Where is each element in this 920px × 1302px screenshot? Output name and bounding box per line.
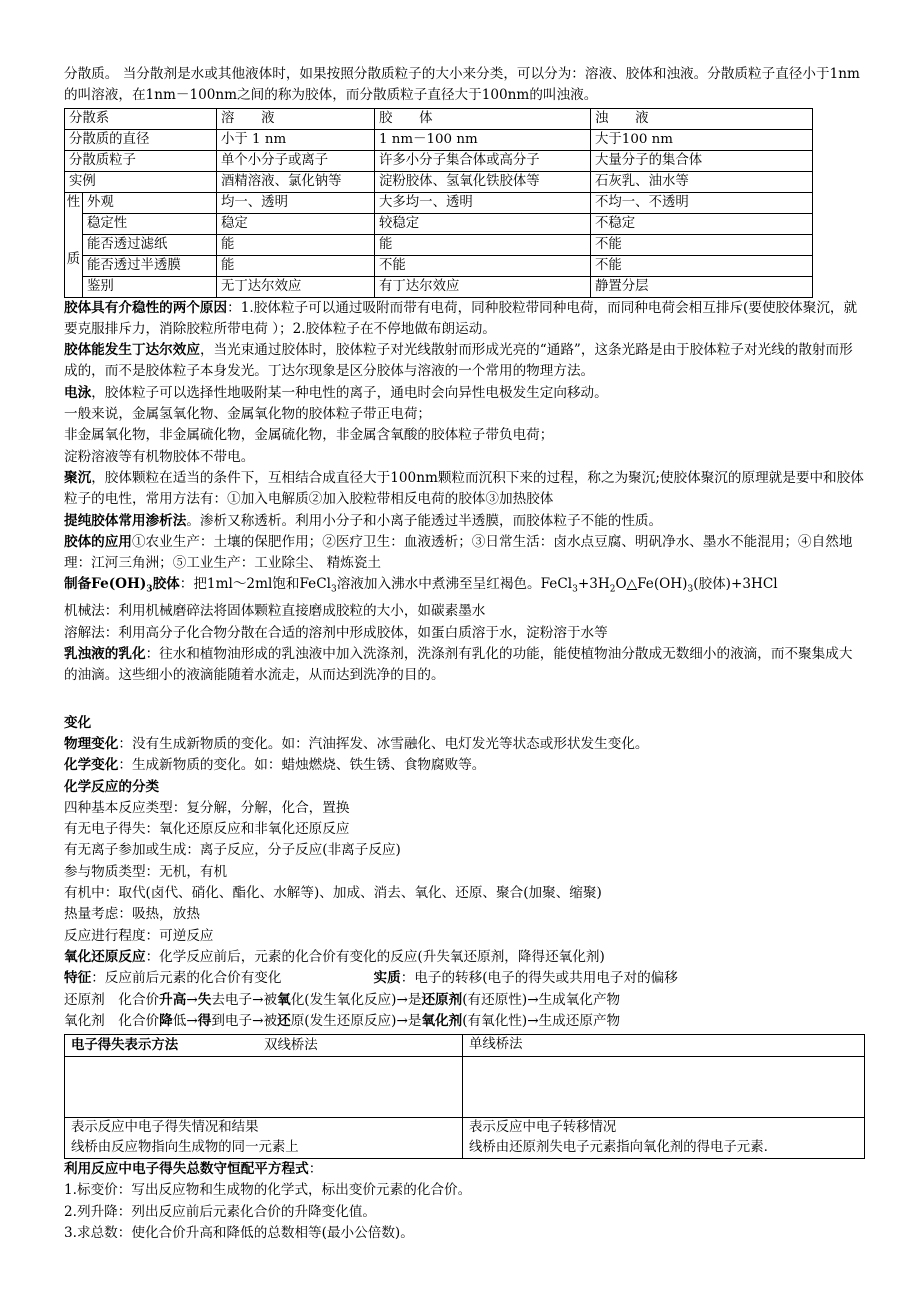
balance-step: 2.列升降：列出反应前后元素化合价的升降变化值。 bbox=[64, 1203, 377, 1220]
feature-essence-line bbox=[64, 968, 864, 989]
chemical-change-title: 化学变化 bbox=[64, 757, 119, 774]
table-cell: 1 nm－100 nm bbox=[375, 129, 591, 150]
table-row bbox=[65, 234, 813, 255]
single-bridge-header: 单线桥法 bbox=[463, 1035, 865, 1057]
physical-change-line bbox=[64, 734, 864, 755]
oxidizer-part: 氧化剂 化合价 bbox=[64, 1012, 160, 1029]
coagulation-paragraph bbox=[64, 468, 864, 511]
charge-line: 一般来说，金属氢氧化物、金属氧化物的胶体粒子带正电荷； bbox=[64, 406, 432, 423]
subscript: 3 bbox=[687, 585, 694, 596]
table-cell: 不均一、不透明 bbox=[591, 192, 813, 213]
table-cell: 能 bbox=[375, 234, 591, 255]
classification-line: 参与物质类型：无机，有机 bbox=[64, 863, 228, 880]
emulsification-paragraph bbox=[64, 644, 864, 687]
classification-line: 有机中：取代(卤代、硝化、酯化、水解等)、加成、消去、氧化、还原、聚合(加聚、缩聚) bbox=[64, 885, 602, 902]
emulsification-title: 乳浊液的乳化 bbox=[64, 646, 146, 663]
table-cell: 溶 液 bbox=[217, 108, 375, 129]
classification-line: 有无离子参加或生成：离子反应，分子反应(非离子反应) bbox=[64, 842, 401, 859]
document-page bbox=[64, 64, 864, 1244]
tyndall-paragraph bbox=[64, 340, 864, 383]
prep-text-part: +3H bbox=[577, 576, 610, 593]
table-cell: 分散系 bbox=[65, 108, 217, 129]
table-cell: 小于 1 nm bbox=[217, 129, 375, 150]
table-cell: 外观 bbox=[83, 192, 217, 213]
table-cell: 胶 体 bbox=[375, 108, 591, 129]
table-row bbox=[65, 1118, 865, 1159]
double-bridge-diagram-area bbox=[65, 1057, 463, 1118]
reducer-part: 氧 bbox=[277, 991, 291, 1008]
table-row bbox=[65, 150, 813, 171]
table-cell: 不能 bbox=[591, 255, 813, 276]
reducer-part: 还原剂 化合价 bbox=[64, 991, 160, 1008]
change-heading bbox=[64, 713, 864, 734]
description-line: 线桥由还原剂失电子元素指向氧化剂的得电子元素. bbox=[469, 1140, 768, 1156]
dialysis-paragraph bbox=[64, 511, 864, 532]
feature-text: ：反应前后元素的化合价有变化 bbox=[91, 970, 282, 987]
chemical-change-text: ：生成新物质的变化。如：蜡烛燃烧、铁生锈、食物腐败等。 bbox=[118, 757, 486, 774]
double-bridge-label: 双线桥法 bbox=[264, 1038, 318, 1054]
tyndall-title: 胶体能发生丁达尔效应 bbox=[64, 342, 200, 359]
table-cell: 浊 液 bbox=[591, 108, 813, 129]
feature-title: 特征 bbox=[64, 970, 92, 987]
classification-line: 四种基本反应类型：复分解，分解，化合，置换 bbox=[64, 799, 350, 816]
property-label-cell bbox=[65, 192, 83, 297]
emulsification-text: ：往水和植物油形成的乳浊液中加入洗涤剂，洗涤剂有乳化的功能，能使植物油分散成无数细小的液滴，而不聚集成大的油滴。这些细小的液滴能随着水流走，从而达到洗净的目的。 bbox=[64, 646, 853, 684]
table-row bbox=[65, 171, 813, 192]
coagulation-text: ，胶体颗粒在适当的条件下，互相结合成直径大于100nm颗粒而沉积下来的过程，称之为聚沉;使胶体聚沉的原理就是要中和胶体粒子的电性，常用方法有：①加入电解质②加入胶粒带相反电荷的胶体③加热胶体 bbox=[64, 469, 864, 508]
single-bridge-diagram-area bbox=[463, 1057, 865, 1118]
table-cell: 石灰乳、油水等 bbox=[591, 171, 813, 192]
oxidizer-part: (有氧化性)→生成还原产物 bbox=[462, 1012, 621, 1029]
prep-text-part: (胶体)+3HCl bbox=[693, 576, 778, 593]
heat-delta-icon: △ bbox=[626, 576, 638, 593]
subscript: 2 bbox=[609, 585, 616, 596]
electrophoresis-title: 电泳 bbox=[64, 384, 92, 401]
mechanical-method-line: 机械法：利用机械磨碎法将固体颗粒直接磨成胶粒的大小，如碳素墨水 bbox=[64, 603, 486, 620]
redox-text: ：化学反应前后，元素的化合价有变化的反应(升失氧还原剂，降得还氧化剂) bbox=[145, 948, 605, 965]
table-cell: 大量分子的集合体 bbox=[591, 150, 813, 171]
table-cell: 鉴别 bbox=[83, 276, 217, 297]
reducer-part: 失 bbox=[197, 991, 212, 1008]
table-cell: 有丁达尔效应 bbox=[375, 276, 591, 297]
classification-heading-text: 化学反应的分类 bbox=[64, 778, 160, 795]
stability-text: ：1.胶体粒子可以通过吸附而带有电荷，同种胶粒带同种电荷，而同种电荷会相互排斥(要使胶体聚沉，就要克服排斥力，消除胶粒所带电荷 ）；2.胶体粒子在不停地做布朗运动。 bbox=[64, 299, 858, 337]
preparation-paragraph bbox=[64, 574, 864, 601]
table-cell: 稳定 bbox=[217, 213, 375, 234]
change-heading-text: 变化 bbox=[64, 714, 92, 731]
dispersion-table bbox=[64, 108, 813, 298]
description-line: 线桥由反应物指向生成物的同一元素上 bbox=[71, 1140, 299, 1156]
prep-title-part: 制备Fe(OH) bbox=[64, 576, 147, 593]
oxidizer-line bbox=[64, 1011, 864, 1032]
subscript: 3 bbox=[572, 585, 578, 596]
table-cell: 不能 bbox=[375, 255, 591, 276]
table-cell: 稳定性 bbox=[83, 213, 217, 234]
classification-line: 反应进行程度：可逆反应 bbox=[64, 927, 214, 944]
intro-paragraph bbox=[64, 64, 864, 107]
table-header-row bbox=[65, 108, 813, 129]
chemical-change-line bbox=[64, 755, 864, 776]
table-cell: 大于100 nm bbox=[591, 129, 813, 150]
balance-heading-colon: ： bbox=[308, 1161, 323, 1178]
table-cell: 单个小分子或离子 bbox=[217, 150, 375, 171]
tyndall-text: ，当光束通过胶体时，胶体粒子对光线散射而形成光亮的“通路”，这条光路是由于胶体粒子对光线的散射而形成的，而不是胶体粒子本身发光。丁达尔现象是区分胶体与溶液的一个常用的物理方法。 bbox=[64, 342, 853, 380]
table-cell: 许多小分子集合体或高分子 bbox=[375, 150, 591, 171]
reducer-part: → bbox=[186, 991, 198, 1008]
charge-line: 非金属氧化物，非金属硫化物，金属硫化物，非金属含氧酸的胶体粒子带负电荷； bbox=[64, 427, 554, 444]
preparation-title bbox=[64, 576, 180, 596]
prep-text-part: O bbox=[615, 576, 627, 593]
prep-text-part: ：把1ml～2ml饱和FeCl bbox=[179, 576, 331, 593]
redox-line bbox=[64, 947, 864, 968]
electrophoresis-text: ，胶体粒子可以选择性地吸附某一种电性的离子，通电时会向异性电极发生定向移动。 bbox=[91, 384, 608, 401]
table-row bbox=[65, 213, 813, 234]
table-header-row bbox=[65, 1035, 865, 1057]
prep-title-part: 胶体 bbox=[152, 576, 180, 593]
subscript: 3 bbox=[146, 585, 153, 596]
table-cell: 不能 bbox=[591, 234, 813, 255]
table-cell: 能否透过半透膜 bbox=[83, 255, 217, 276]
table-cell: 较稳定 bbox=[375, 213, 591, 234]
description-line: 表示反应中电子得失情况和结果 bbox=[71, 1120, 259, 1136]
double-bridge-header bbox=[65, 1035, 463, 1057]
dialysis-title: 提纯胶体常用渗析法 bbox=[64, 512, 187, 529]
electron-transfer-table bbox=[64, 1034, 865, 1159]
section-gap bbox=[64, 687, 864, 713]
table-cell: 大多均一、透明 bbox=[375, 192, 591, 213]
prep-text-part: Fe(OH) bbox=[637, 576, 688, 593]
double-bridge-description bbox=[65, 1118, 463, 1159]
oxidizer-part: 原(发生还原反应)→是 bbox=[290, 1012, 422, 1029]
oxidizer-part: 降 bbox=[159, 1012, 173, 1029]
application-text: ①农业生产：土壤的保肥作用；②医疗卫生：血液透析；③日常生活：卤水点豆腐、明矾净水、墨水不能混用；④自然地理：江河三角洲；⑤工业生产：工业除尘、 精炼瓷土 bbox=[64, 533, 853, 572]
oxidizer-part: 还 bbox=[277, 1012, 291, 1029]
property-label-bottom: 质 bbox=[66, 251, 81, 267]
reducer-part: (有还原性)→生成氧化产物 bbox=[462, 991, 621, 1008]
balance-step: 3.求总数：使化合价升高和降低的总数相等(最小公倍数)。 bbox=[64, 1225, 414, 1241]
reducer-part: 还原剂 bbox=[421, 991, 463, 1008]
classification-heading bbox=[64, 777, 864, 798]
stability-title: 胶体具有介稳性的两个原因 bbox=[64, 299, 228, 316]
electrophoresis-paragraph bbox=[64, 383, 864, 404]
essence-text: ：电子的转移(电子的得失或共用电子对的偏移 bbox=[400, 970, 678, 987]
method-heading: 电子得失表示方法 bbox=[71, 1037, 179, 1054]
table-cell: 淀粉胶体、氢氧化铁胶体等 bbox=[375, 171, 591, 192]
reducer-part: 去电子→被 bbox=[211, 991, 278, 1008]
table-row bbox=[65, 276, 813, 297]
coagulation-title: 聚沉 bbox=[64, 469, 92, 486]
table-cell: 能 bbox=[217, 255, 375, 276]
classification-line: 有无电子得失：氧化还原反应和非氧化还原反应 bbox=[64, 821, 350, 838]
oxidizer-part: 到电子→被 bbox=[211, 1012, 278, 1029]
property-label-top: 性 bbox=[66, 194, 81, 210]
application-title: 胶体的应用 bbox=[64, 533, 132, 550]
oxidizer-part: 低→ bbox=[172, 1012, 198, 1029]
table-cell: 均一、透明 bbox=[217, 192, 375, 213]
table-cell: 静置分层 bbox=[591, 276, 813, 297]
dialysis-text: 。渗析又称透析。利用小分子和小离子能透过半透膜，而胶体粒子不能的性质。 bbox=[186, 512, 663, 529]
intro-body: 当分散剂是水或其他液体时，如果按照分散质粒子的大小来分类，可以分为：溶液、胶体和浊液。分散质粒子直径小于1nm的叫溶液，在1nm－100nm之间的称为胶体，而分散质粒子直径大于100nm的叫浊液。 bbox=[64, 66, 860, 104]
table-cell: 酒精溶液、氯化钠等 bbox=[217, 171, 375, 192]
table-cell: 不稳定 bbox=[591, 213, 813, 234]
table-cell: 实例 bbox=[65, 171, 217, 192]
table-row bbox=[65, 255, 813, 276]
balance-heading bbox=[64, 1159, 864, 1180]
stability-paragraph bbox=[64, 298, 864, 341]
classification-line: 热量考虑：吸热，放热 bbox=[64, 906, 200, 923]
reducer-part: 化(发生氧化反应)→是 bbox=[290, 991, 422, 1008]
table-cell: 分散质粒子 bbox=[65, 150, 217, 171]
table-cell: 无丁达尔效应 bbox=[217, 276, 375, 297]
table-cell: 能否透过滤纸 bbox=[83, 234, 217, 255]
reducer-line bbox=[64, 990, 864, 1011]
table-row bbox=[65, 192, 813, 213]
physical-change-text: ：没有生成新物质的变化。如：汽油挥发、冰雪融化、电灯发光等状态或形状发生变化。 bbox=[118, 735, 649, 752]
physical-change-title: 物理变化 bbox=[64, 735, 119, 752]
prep-text-part: 溶液加入沸水中煮沸至呈红褐色。FeCl bbox=[336, 576, 573, 593]
intro-lead: 分散质。 bbox=[64, 66, 119, 82]
reducer-part: 升高 bbox=[159, 991, 187, 1008]
table-row bbox=[65, 129, 813, 150]
application-paragraph bbox=[64, 532, 864, 575]
single-bridge-description bbox=[463, 1118, 865, 1159]
table-cell: 分散质的直径 bbox=[65, 129, 217, 150]
oxidizer-part: 氧化剂 bbox=[421, 1012, 463, 1029]
balance-heading-text: 利用反应中电子得失总数守恒配平方程式 bbox=[64, 1161, 309, 1178]
description-line: 表示反应中电子转移情况 bbox=[469, 1120, 617, 1136]
redox-title: 氧化还原反应 bbox=[64, 948, 146, 965]
oxidizer-part: 得 bbox=[197, 1012, 212, 1029]
essence-title: 实质 bbox=[373, 970, 401, 987]
dissolution-method-line: 溶解法：利用高分子化合物分散在合适的溶剂中形成胶体，如蛋白质溶于水，淀粉溶于水等 bbox=[64, 624, 608, 641]
table-cell: 能 bbox=[217, 234, 375, 255]
subscript: 3 bbox=[330, 585, 337, 596]
table-row bbox=[65, 1057, 865, 1118]
charge-line: 淀粉溶液等有机物胶体不带电。 bbox=[64, 448, 255, 465]
balance-step: 1.标变价：写出反应物和生成物的化学式，标出变价元素的化合价。 bbox=[64, 1182, 472, 1199]
